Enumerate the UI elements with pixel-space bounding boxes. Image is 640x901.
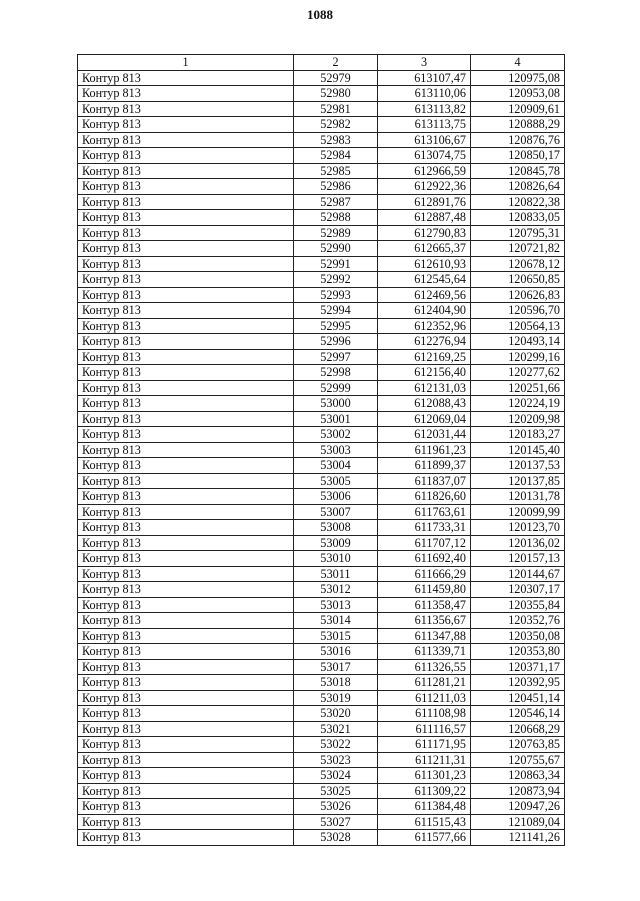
table-row <box>78 489 565 505</box>
cell-contour: Контур 813 <box>78 504 294 520</box>
table-row <box>78 272 565 288</box>
cell-y-coordinate: 121141,26 <box>471 830 565 846</box>
cell-x-coordinate: 611961,23 <box>378 442 471 458</box>
cell-contour: Контур 813 <box>78 210 294 226</box>
cell-x-coordinate: 611339,71 <box>378 644 471 660</box>
cell-x-coordinate: 611899,37 <box>378 458 471 474</box>
cell-x-coordinate: 611171,95 <box>378 737 471 753</box>
cell-contour: Контур 813 <box>78 194 294 210</box>
table-row <box>78 520 565 536</box>
cell-y-coordinate: 120224,19 <box>471 396 565 412</box>
cell-contour: Контур 813 <box>78 473 294 489</box>
cell-contour: Контур 813 <box>78 365 294 381</box>
cell-point-number: 53011 <box>294 566 378 582</box>
cell-point-number: 52991 <box>294 256 378 272</box>
table-row <box>78 628 565 644</box>
cell-x-coordinate: 612610,93 <box>378 256 471 272</box>
cell-x-coordinate: 611733,31 <box>378 520 471 536</box>
cell-x-coordinate: 612790,83 <box>378 225 471 241</box>
table-row <box>78 566 565 582</box>
cell-contour: Контур 813 <box>78 318 294 334</box>
cell-point-number: 52980 <box>294 86 378 102</box>
cell-y-coordinate: 120137,85 <box>471 473 565 489</box>
cell-contour: Контур 813 <box>78 721 294 737</box>
cell-y-coordinate: 120763,85 <box>471 737 565 753</box>
cell-point-number: 53010 <box>294 551 378 567</box>
table-row <box>78 132 565 148</box>
table-row <box>78 768 565 784</box>
cell-y-coordinate: 120355,84 <box>471 597 565 613</box>
cell-contour: Контур 813 <box>78 489 294 505</box>
cell-contour: Контур 813 <box>78 644 294 660</box>
cell-x-coordinate: 611211,31 <box>378 752 471 768</box>
cell-contour: Контур 813 <box>78 597 294 613</box>
cell-x-coordinate: 613113,75 <box>378 117 471 133</box>
cell-x-coordinate: 613074,75 <box>378 148 471 164</box>
table-row <box>78 365 565 381</box>
table-row <box>78 442 565 458</box>
cell-contour: Контур 813 <box>78 458 294 474</box>
table-row <box>78 551 565 567</box>
cell-y-coordinate: 120626,83 <box>471 287 565 303</box>
cell-y-coordinate: 120352,76 <box>471 613 565 629</box>
table-row <box>78 814 565 830</box>
cell-point-number: 52993 <box>294 287 378 303</box>
cell-contour: Контур 813 <box>78 163 294 179</box>
cell-point-number: 53026 <box>294 799 378 815</box>
cell-x-coordinate: 613113,82 <box>378 101 471 117</box>
cell-contour: Контур 813 <box>78 582 294 598</box>
cell-point-number: 53002 <box>294 427 378 443</box>
table-row <box>78 659 565 675</box>
cell-x-coordinate: 611358,47 <box>378 597 471 613</box>
cell-contour: Контур 813 <box>78 287 294 303</box>
cell-x-coordinate: 611459,80 <box>378 582 471 598</box>
cell-point-number: 52979 <box>294 70 378 86</box>
cell-y-coordinate: 120371,17 <box>471 659 565 675</box>
cell-point-number: 53016 <box>294 644 378 660</box>
cell-point-number: 53022 <box>294 737 378 753</box>
cell-contour: Контур 813 <box>78 349 294 365</box>
cell-contour: Контур 813 <box>78 659 294 675</box>
table-row <box>78 504 565 520</box>
cell-point-number: 53007 <box>294 504 378 520</box>
cell-contour: Контур 813 <box>78 830 294 846</box>
cell-y-coordinate: 120145,40 <box>471 442 565 458</box>
cell-x-coordinate: 612966,59 <box>378 163 471 179</box>
table-row <box>78 179 565 195</box>
cell-point-number: 52992 <box>294 272 378 288</box>
table-row <box>78 535 565 551</box>
cell-x-coordinate: 611692,40 <box>378 551 471 567</box>
cell-point-number: 53013 <box>294 597 378 613</box>
table-row <box>78 597 565 613</box>
cell-point-number: 52985 <box>294 163 378 179</box>
cell-contour: Контур 813 <box>78 442 294 458</box>
cell-x-coordinate: 611108,98 <box>378 706 471 722</box>
cell-point-number: 52989 <box>294 225 378 241</box>
cell-y-coordinate: 120822,38 <box>471 194 565 210</box>
cell-contour: Контур 813 <box>78 303 294 319</box>
cell-y-coordinate: 120123,70 <box>471 520 565 536</box>
cell-y-coordinate: 120099,99 <box>471 504 565 520</box>
cell-y-coordinate: 120277,62 <box>471 365 565 381</box>
table-row <box>78 582 565 598</box>
cell-y-coordinate: 120209,98 <box>471 411 565 427</box>
cell-x-coordinate: 612352,96 <box>378 318 471 334</box>
cell-y-coordinate: 120493,14 <box>471 334 565 350</box>
cell-point-number: 53014 <box>294 613 378 629</box>
cell-contour: Контур 813 <box>78 613 294 629</box>
cell-contour: Контур 813 <box>78 690 294 706</box>
cell-y-coordinate: 120353,80 <box>471 644 565 660</box>
cell-x-coordinate: 612031,44 <box>378 427 471 443</box>
cell-point-number: 52999 <box>294 380 378 396</box>
coordinates-table <box>77 54 565 846</box>
cell-x-coordinate: 611326,55 <box>378 659 471 675</box>
cell-x-coordinate: 611826,60 <box>378 489 471 505</box>
cell-point-number: 53008 <box>294 520 378 536</box>
cell-y-coordinate: 120795,31 <box>471 225 565 241</box>
cell-contour: Контур 813 <box>78 706 294 722</box>
cell-contour: Контур 813 <box>78 675 294 691</box>
table-row <box>78 210 565 226</box>
table-header-row <box>78 55 565 71</box>
cell-contour: Контур 813 <box>78 241 294 257</box>
cell-x-coordinate: 612276,94 <box>378 334 471 350</box>
cell-contour: Контур 813 <box>78 334 294 350</box>
column-header-4: 4 <box>471 55 565 71</box>
cell-x-coordinate: 611356,67 <box>378 613 471 629</box>
cell-y-coordinate: 120975,08 <box>471 70 565 86</box>
cell-y-coordinate: 120546,14 <box>471 706 565 722</box>
table-row <box>78 225 565 241</box>
cell-point-number: 53003 <box>294 442 378 458</box>
cell-contour: Контур 813 <box>78 101 294 117</box>
table-row <box>78 303 565 319</box>
cell-y-coordinate: 120953,08 <box>471 86 565 102</box>
cell-contour: Контур 813 <box>78 566 294 582</box>
cell-y-coordinate: 120451,14 <box>471 690 565 706</box>
cell-contour: Контур 813 <box>78 737 294 753</box>
cell-point-number: 52983 <box>294 132 378 148</box>
table-row <box>78 101 565 117</box>
table-row <box>78 783 565 799</box>
table-row <box>78 737 565 753</box>
table-row <box>78 473 565 489</box>
cell-x-coordinate: 612922,36 <box>378 179 471 195</box>
cell-point-number: 52996 <box>294 334 378 350</box>
cell-point-number: 52982 <box>294 117 378 133</box>
cell-contour: Контур 813 <box>78 768 294 784</box>
cell-x-coordinate: 611384,48 <box>378 799 471 815</box>
cell-point-number: 53006 <box>294 489 378 505</box>
cell-contour: Контур 813 <box>78 256 294 272</box>
cell-y-coordinate: 120876,76 <box>471 132 565 148</box>
table-row <box>78 163 565 179</box>
cell-x-coordinate: 612088,43 <box>378 396 471 412</box>
cell-y-coordinate: 120668,29 <box>471 721 565 737</box>
cell-x-coordinate: 612891,76 <box>378 194 471 210</box>
cell-x-coordinate: 611707,12 <box>378 535 471 551</box>
column-header-3: 3 <box>378 55 471 71</box>
cell-y-coordinate: 120863,34 <box>471 768 565 784</box>
table-row <box>78 334 565 350</box>
cell-y-coordinate: 120251,66 <box>471 380 565 396</box>
cell-x-coordinate: 612156,40 <box>378 365 471 381</box>
cell-point-number: 53009 <box>294 535 378 551</box>
cell-x-coordinate: 611515,43 <box>378 814 471 830</box>
cell-x-coordinate: 613107,47 <box>378 70 471 86</box>
cell-point-number: 52988 <box>294 210 378 226</box>
cell-contour: Контур 813 <box>78 551 294 567</box>
cell-y-coordinate: 120392,95 <box>471 675 565 691</box>
cell-point-number: 52990 <box>294 241 378 257</box>
table-row <box>78 349 565 365</box>
table-row <box>78 427 565 443</box>
column-header-2: 2 <box>294 55 378 71</box>
cell-y-coordinate: 120721,82 <box>471 241 565 257</box>
cell-point-number: 53001 <box>294 411 378 427</box>
cell-x-coordinate: 611666,29 <box>378 566 471 582</box>
cell-point-number: 53028 <box>294 830 378 846</box>
cell-point-number: 52984 <box>294 148 378 164</box>
cell-contour: Контур 813 <box>78 148 294 164</box>
cell-y-coordinate: 120909,61 <box>471 101 565 117</box>
cell-x-coordinate: 613106,67 <box>378 132 471 148</box>
table-row <box>78 256 565 272</box>
cell-contour: Контур 813 <box>78 86 294 102</box>
column-header-1: 1 <box>78 55 294 71</box>
cell-contour: Контур 813 <box>78 396 294 412</box>
page-number: 1088 <box>307 7 333 22</box>
table-row <box>78 380 565 396</box>
cell-point-number: 53020 <box>294 706 378 722</box>
table-row <box>78 318 565 334</box>
table-row <box>78 690 565 706</box>
cell-point-number: 53024 <box>294 768 378 784</box>
cell-x-coordinate: 611347,88 <box>378 628 471 644</box>
cell-x-coordinate: 611309,22 <box>378 783 471 799</box>
cell-point-number: 53018 <box>294 675 378 691</box>
cell-point-number: 52987 <box>294 194 378 210</box>
cell-contour: Контур 813 <box>78 132 294 148</box>
cell-contour: Контур 813 <box>78 628 294 644</box>
cell-contour: Контур 813 <box>78 272 294 288</box>
cell-point-number: 52998 <box>294 365 378 381</box>
cell-point-number: 53027 <box>294 814 378 830</box>
cell-point-number: 53005 <box>294 473 378 489</box>
cell-x-coordinate: 611763,61 <box>378 504 471 520</box>
cell-y-coordinate: 120596,70 <box>471 303 565 319</box>
table-row <box>78 721 565 737</box>
cell-y-coordinate: 120144,67 <box>471 566 565 582</box>
cell-contour: Контур 813 <box>78 411 294 427</box>
table-row <box>78 86 565 102</box>
cell-point-number: 52981 <box>294 101 378 117</box>
cell-point-number: 53025 <box>294 783 378 799</box>
cell-x-coordinate: 611301,23 <box>378 768 471 784</box>
cell-y-coordinate: 120755,67 <box>471 752 565 768</box>
cell-y-coordinate: 120157,13 <box>471 551 565 567</box>
cell-x-coordinate: 612131,03 <box>378 380 471 396</box>
table-row <box>78 706 565 722</box>
cell-point-number: 52997 <box>294 349 378 365</box>
cell-y-coordinate: 120131,78 <box>471 489 565 505</box>
table-row <box>78 644 565 660</box>
cell-x-coordinate: 612069,04 <box>378 411 471 427</box>
cell-y-coordinate: 121089,04 <box>471 814 565 830</box>
cell-y-coordinate: 120826,64 <box>471 179 565 195</box>
cell-contour: Контур 813 <box>78 70 294 86</box>
cell-y-coordinate: 120137,53 <box>471 458 565 474</box>
cell-contour: Контур 813 <box>78 783 294 799</box>
cell-y-coordinate: 120678,12 <box>471 256 565 272</box>
cell-point-number: 53023 <box>294 752 378 768</box>
cell-y-coordinate: 120136,02 <box>471 535 565 551</box>
table-row <box>78 70 565 86</box>
cell-point-number: 53004 <box>294 458 378 474</box>
cell-y-coordinate: 120650,85 <box>471 272 565 288</box>
table-row <box>78 396 565 412</box>
cell-x-coordinate: 611211,03 <box>378 690 471 706</box>
cell-y-coordinate: 120564,13 <box>471 318 565 334</box>
cell-x-coordinate: 612887,48 <box>378 210 471 226</box>
cell-point-number: 53021 <box>294 721 378 737</box>
table-row <box>78 148 565 164</box>
cell-x-coordinate: 612545,64 <box>378 272 471 288</box>
cell-x-coordinate: 613110,06 <box>378 86 471 102</box>
cell-y-coordinate: 120845,78 <box>471 163 565 179</box>
cell-x-coordinate: 611281,21 <box>378 675 471 691</box>
cell-x-coordinate: 611116,57 <box>378 721 471 737</box>
cell-y-coordinate: 120833,05 <box>471 210 565 226</box>
table-row <box>78 830 565 846</box>
cell-contour: Контур 813 <box>78 380 294 396</box>
cell-x-coordinate: 612665,37 <box>378 241 471 257</box>
table-row <box>78 287 565 303</box>
table-row <box>78 117 565 133</box>
cell-contour: Контур 813 <box>78 225 294 241</box>
table-row <box>78 458 565 474</box>
cell-point-number: 52994 <box>294 303 378 319</box>
cell-point-number: 53015 <box>294 628 378 644</box>
cell-contour: Контур 813 <box>78 520 294 536</box>
table-row <box>78 752 565 768</box>
cell-x-coordinate: 612169,25 <box>378 349 471 365</box>
table-row <box>78 194 565 210</box>
cell-point-number: 53017 <box>294 659 378 675</box>
cell-contour: Контур 813 <box>78 117 294 133</box>
cell-y-coordinate: 120888,29 <box>471 117 565 133</box>
cell-contour: Контур 813 <box>78 179 294 195</box>
cell-contour: Контур 813 <box>78 535 294 551</box>
cell-y-coordinate: 120873,94 <box>471 783 565 799</box>
cell-x-coordinate: 611577,66 <box>378 830 471 846</box>
cell-contour: Контур 813 <box>78 799 294 815</box>
table-row <box>78 613 565 629</box>
cell-point-number: 52986 <box>294 179 378 195</box>
cell-point-number: 53000 <box>294 396 378 412</box>
cell-y-coordinate: 120947,26 <box>471 799 565 815</box>
cell-y-coordinate: 120850,17 <box>471 148 565 164</box>
table-body <box>78 70 565 845</box>
cell-y-coordinate: 120299,16 <box>471 349 565 365</box>
cell-y-coordinate: 120307,17 <box>471 582 565 598</box>
table-row <box>78 675 565 691</box>
cell-contour: Контур 813 <box>78 752 294 768</box>
table-row <box>78 241 565 257</box>
table-row <box>78 411 565 427</box>
cell-y-coordinate: 120350,08 <box>471 628 565 644</box>
cell-point-number: 53019 <box>294 690 378 706</box>
cell-contour: Контур 813 <box>78 427 294 443</box>
cell-y-coordinate: 120183,27 <box>471 427 565 443</box>
cell-point-number: 52995 <box>294 318 378 334</box>
cell-x-coordinate: 611837,07 <box>378 473 471 489</box>
cell-contour: Контур 813 <box>78 814 294 830</box>
cell-point-number: 53012 <box>294 582 378 598</box>
table-row <box>78 799 565 815</box>
cell-x-coordinate: 612404,90 <box>378 303 471 319</box>
cell-x-coordinate: 612469,56 <box>378 287 471 303</box>
